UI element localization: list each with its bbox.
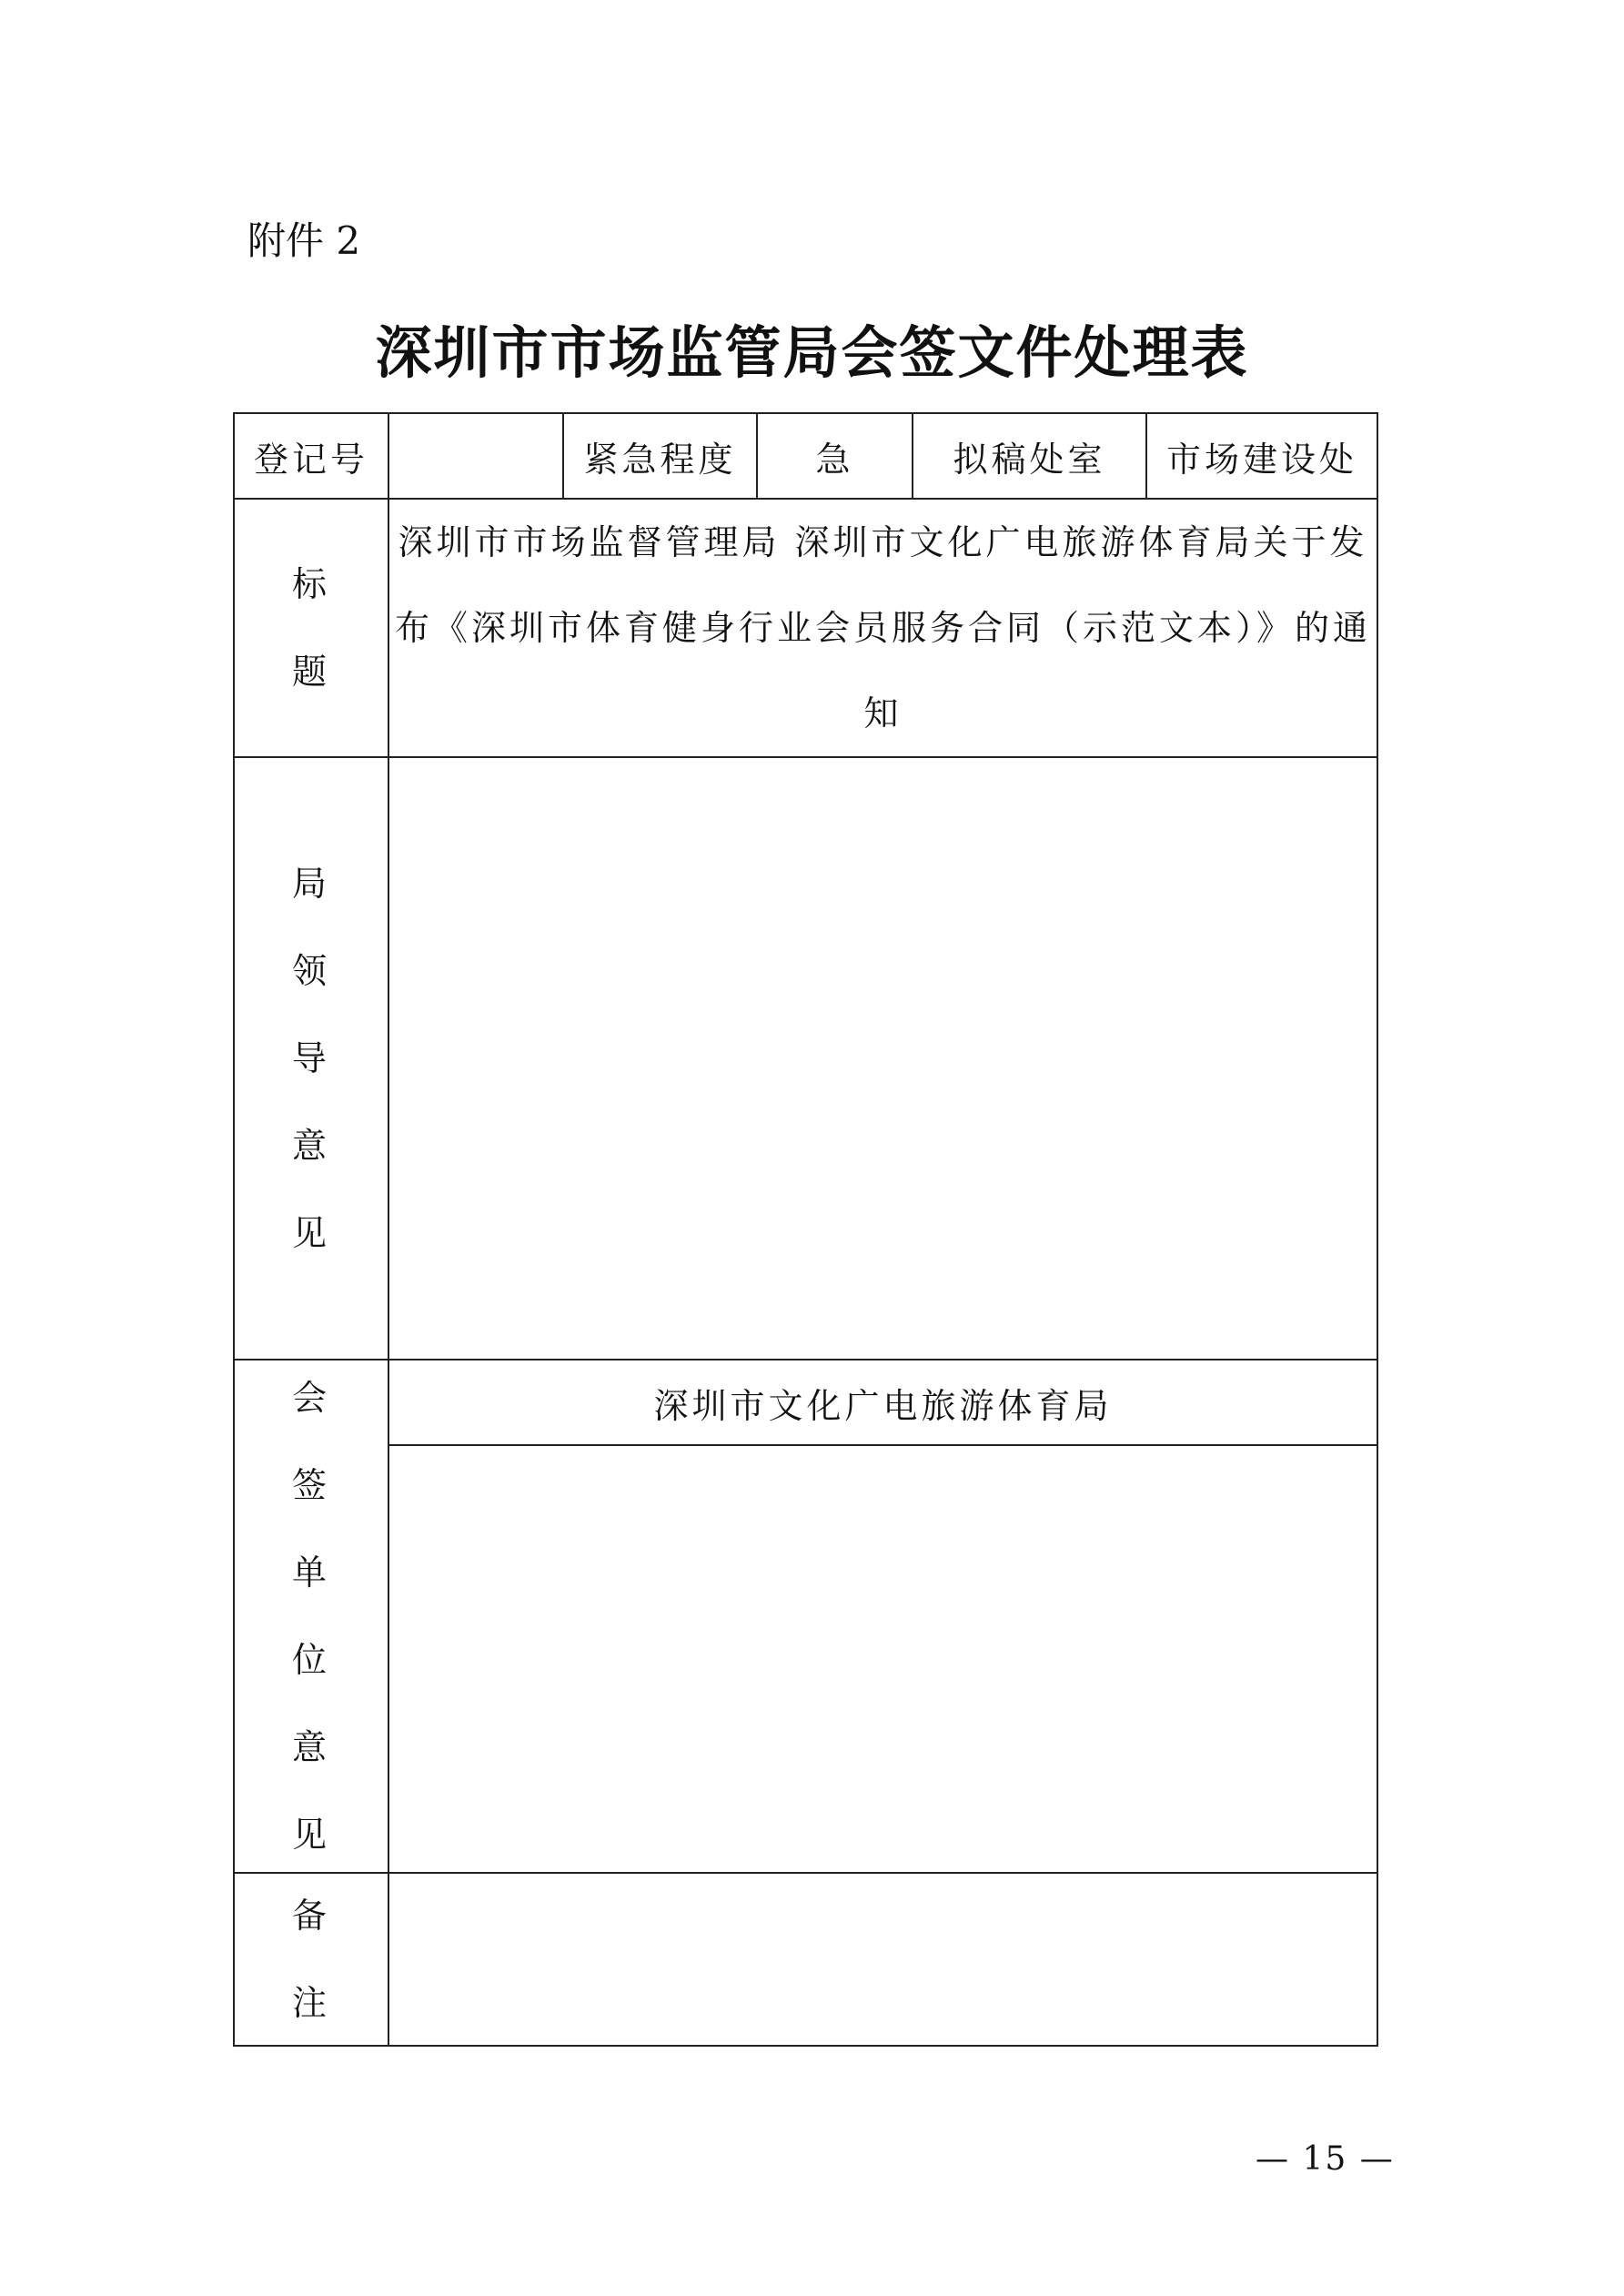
countersign-unit-row [234,1360,1377,1445]
remarks-label-char: 备 [291,1896,330,1936]
form-title: 深圳市市场监管局会签文件处理表 [375,319,1249,386]
remarks-label [234,1873,388,2046]
countersign-opinion-row [234,1445,1377,1873]
subject-row [234,499,1377,757]
countersign-label-char: 会 [291,1378,330,1418]
countersign-unit: 深圳市文化广电旅游体育局 [388,1360,1377,1445]
leader-opinion-label-char: 领 [291,951,330,991]
page-number: — 15 — [1256,2140,1395,2178]
leader-opinion-label-char: 意 [291,1126,330,1166]
reg-no-value [388,413,563,499]
leader-opinion-label [234,757,388,1360]
remarks-value [388,1873,1377,2046]
reg-no-label: 登记号 [234,413,388,499]
countersign-label-char: 单 [291,1553,330,1593]
countersign-label-char: 位 [291,1640,330,1680]
leader-opinion-label-char: 局 [291,864,330,904]
remarks-label-char: 注 [291,1983,330,2023]
drafting-office-value: 市场建设处 [1146,413,1377,499]
annex-label: 附件 2 [247,218,361,263]
subject-label-char: 标 [291,564,330,604]
countersign-opinion-value [388,1445,1377,1873]
leader-opinion-row [234,757,1377,1360]
subject-value: 深圳市市场监督管理局 深圳市文化广电旅游体育局关于发布《深圳市体育健身行业会员服务合同（示范文本）》的通知 [388,499,1377,757]
leader-opinion-label-char: 导 [291,1038,330,1078]
countersign-label-char: 意 [291,1727,330,1767]
leader-opinion-value [388,757,1377,1360]
countersign-label-char: 见 [291,1815,330,1855]
urgency-value: 急 [757,413,913,499]
countersign-label [234,1360,388,1873]
countersign-form [233,412,1378,2047]
subject-label-char: 题 [291,652,330,692]
urgency-label: 紧急程度 [563,413,757,499]
header-row [234,413,1377,499]
countersign-label-char: 签 [291,1465,330,1505]
subject-label [234,499,388,757]
remarks-row [234,1873,1377,2046]
leader-opinion-label-char: 见 [291,1213,330,1253]
drafting-office-label: 拟稿处室 [913,413,1146,499]
